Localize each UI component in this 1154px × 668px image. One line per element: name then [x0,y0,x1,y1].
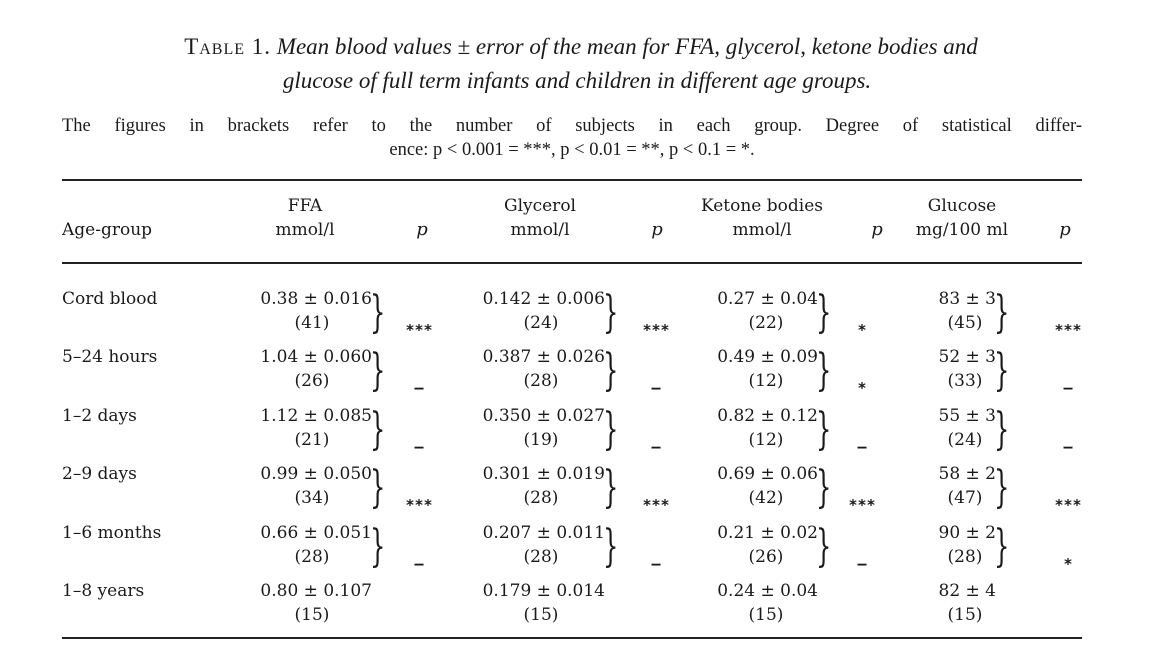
gly-value: 0.179 ± 0.014 [482,581,605,601]
significance-marker: — [857,554,867,573]
significance-marker: — [857,437,867,456]
ffa-value: 0.38 ± 0.016 [260,289,372,309]
glu-count: (47) [947,488,983,509]
bracket-brace: } [994,287,1010,338]
significance-marker: *** [642,321,670,339]
gly-value: 0.301 ± 0.019 [482,464,605,485]
ket-value: 0.69 ± 0.06 [717,464,818,485]
bracket-brace: } [370,462,386,514]
age-group-label: 1–2 days [62,405,137,426]
ket-count: (15) [748,605,784,625]
bracket-brace: } [994,462,1010,514]
glu-count: (33) [947,371,983,392]
significance-marker: — [414,554,424,573]
header-ketone-name: Ketone bodies [700,196,823,216]
age-group-label: 5–24 hours [62,347,158,368]
bracket-brace: } [370,287,386,338]
glu-value: 90 ± 2 [938,522,996,543]
header-rule [62,262,1082,264]
note-line-2: ence: p < 0.001 = ***, p < 0.01 = **, p < 0.1 = *. [389,140,755,160]
caption-line-2: glucose of full term infants and children in different age groups. [282,68,872,93]
ffa-value: 0.66 ± 0.051 [260,522,372,543]
ffa-value: 1.12 ± 0.085 [260,405,372,426]
ket-count: (42) [748,488,784,509]
gly-value: 0.350 ± 0.027 [482,405,605,426]
glu-value: 58 ± 2 [938,464,996,485]
age-group-label: Cord blood [62,289,158,309]
bracket-brace: } [370,520,386,572]
significance-marker: *** [1054,321,1082,339]
glu-value: 52 ± 3 [938,347,996,368]
ffa-count: (21) [294,429,330,450]
header-age-group: Age-group [62,220,153,240]
bracket-brace: } [370,345,386,397]
header-glucose-unit: mg/100 ml [915,220,1009,240]
gly-count: (28) [523,488,559,509]
header-p-ffa: p [416,219,428,240]
ffa-count: (41) [294,313,330,333]
note-line-1: The figures in brackets refer to the number of subjects in each group. Degree of statistical differ- [62,116,1082,136]
bracket-brace: } [603,520,619,572]
gly-count: (28) [523,371,559,392]
bracket-brace: } [603,403,619,455]
bracket-brace: } [816,287,832,338]
bottom-rule [62,637,1082,639]
age-group-label: 2–9 days [62,464,137,485]
header-ffa-name: FFA [287,196,323,216]
table-label: Table 1. [184,34,272,59]
significance-marker: * [857,321,867,339]
ket-value: 0.21 ± 0.02 [717,522,818,543]
header-glucose-name: Glucose [927,196,997,216]
significance-marker: — [651,554,661,573]
glu-count: (24) [947,429,983,450]
ket-count: (12) [748,429,784,450]
header-ffa-unit: mmol/l [275,220,335,240]
significance-marker: — [1063,437,1073,456]
significance-marker: *** [1054,496,1082,515]
significance-marker: — [414,379,424,398]
bracket-brace: } [994,345,1010,397]
ffa-count: (26) [294,371,330,392]
bracket-brace: } [816,403,832,455]
bracket-brace: } [603,462,619,514]
ket-count: (26) [748,546,784,567]
ffa-value: 1.04 ± 0.060 [260,347,372,368]
ket-value: 0.82 ± 0.12 [717,405,818,426]
ket-value: 0.27 ± 0.04 [717,289,818,309]
significance-marker: *** [642,496,670,515]
bracket-brace: } [603,287,619,338]
glu-count: (28) [947,546,983,567]
age-group-label: 1–6 months [62,522,162,543]
significance-marker: — [651,437,661,456]
glu-value: 83 ± 3 [938,289,996,309]
caption-line-1: Mean blood values ± error of the mean for FFA, glycerol, ketone bodies and [276,34,978,59]
ffa-value: 0.80 ± 0.107 [260,581,372,601]
glu-value: 55 ± 3 [938,405,996,426]
age-group-label: 1–8 years [62,581,145,601]
ket-count: (22) [748,313,784,333]
gly-count: (15) [523,605,559,625]
gly-count: (24) [523,313,559,333]
significance-marker: *** [848,496,876,515]
ffa-count: (28) [294,546,330,567]
ffa-count: (34) [294,488,330,509]
bracket-brace: } [994,520,1010,572]
bracket-brace: } [603,345,619,397]
significance-marker: * [1063,554,1073,573]
significance-marker: *** [405,496,433,515]
ffa-value: 0.99 ± 0.050 [260,464,372,485]
glu-count: (45) [947,313,983,333]
significance-marker: — [1063,379,1073,398]
bracket-brace: } [370,403,386,455]
ket-count: (12) [748,371,784,392]
ket-value: 0.24 ± 0.04 [717,581,818,601]
top-rule [62,179,1082,181]
bracket-brace: } [816,520,832,572]
gly-value: 0.207 ± 0.011 [482,522,605,543]
ket-value: 0.49 ± 0.09 [717,347,818,368]
significance-marker: *** [405,321,433,339]
gly-value: 0.142 ± 0.006 [482,289,605,309]
bracket-brace: } [816,345,832,397]
gly-count: (28) [523,546,559,567]
header-p-glycerol: p [651,219,663,240]
table-caption [0,30,1154,98]
bracket-brace: } [994,403,1010,455]
header-p-ketone: p [871,219,883,240]
significance-marker: — [651,379,661,398]
gly-value: 0.387 ± 0.026 [482,347,605,368]
header-ketone-unit: mmol/l [732,220,792,240]
header-glycerol-unit: mmol/l [510,220,570,240]
glu-value: 82 ± 4 [938,581,996,601]
ffa-count: (15) [294,605,330,625]
header-glycerol-name: Glycerol [503,196,576,216]
glu-count: (15) [947,605,983,625]
header-p-glucose: p [1059,219,1071,240]
table-note [62,114,1082,162]
gly-count: (19) [523,429,559,450]
significance-marker: — [414,437,424,456]
significance-marker: * [857,379,867,398]
bracket-brace: } [816,462,832,514]
